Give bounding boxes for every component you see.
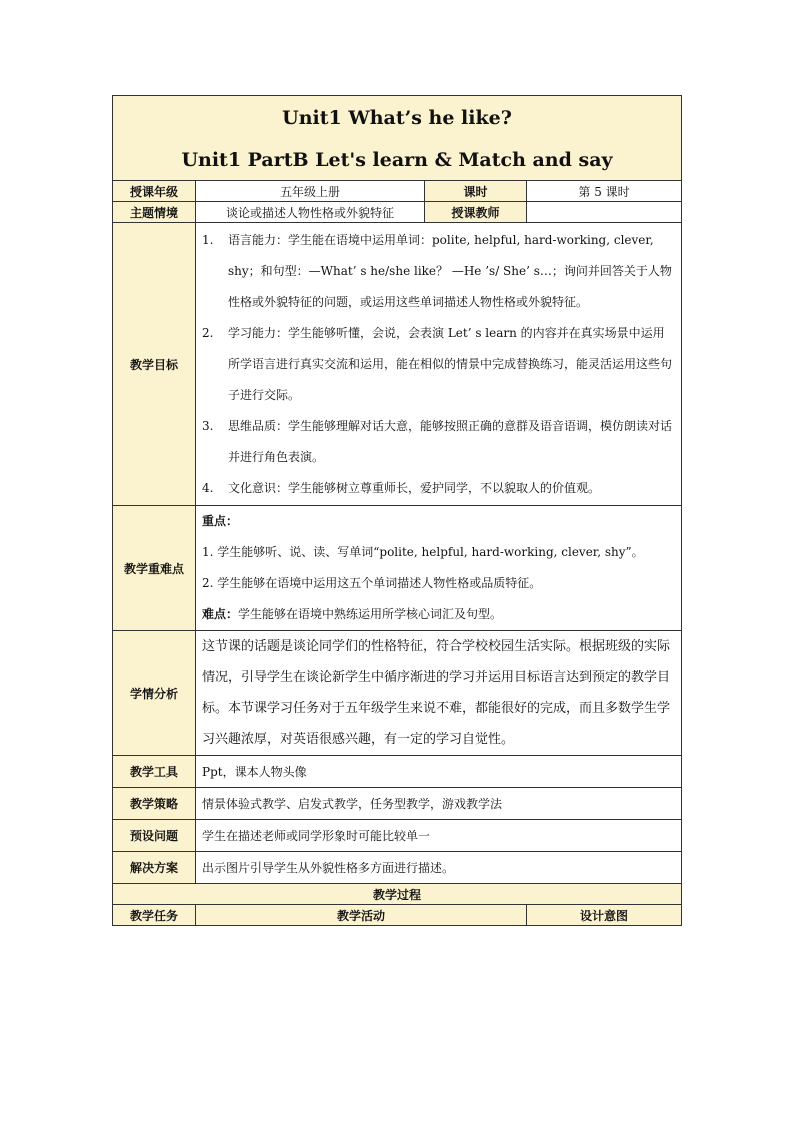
- objective-item: 3. 思维品质：学生能够理解对话大意，能够按照正确的意群及语音语调，模仿朗读对话并进行角色表演。: [202, 418, 673, 464]
- title-row: [113, 96, 682, 181]
- problems-label: 预设问题: [113, 820, 196, 852]
- teacher-value: [527, 202, 682, 223]
- theme-label: 主题情境: [113, 202, 196, 223]
- grade-row: [113, 181, 682, 202]
- difficult-text: 学生能够在语境中熟练运用所学核心词汇及句型。: [238, 607, 503, 621]
- unit-title: Unit1 What’s he like?: [282, 107, 512, 129]
- tools-label: 教学工具: [113, 756, 196, 788]
- strategy-value: 情景体验式教学、启发式教学，任务型教学，游戏教学法: [196, 788, 682, 820]
- problems-row: [113, 820, 682, 852]
- period-value: 第 5 课时: [527, 181, 682, 202]
- key-item: 1. 学生能够听、说、读、写单词“polite, helpful, hard-working, clever, shy”。: [202, 545, 644, 559]
- period-label: 课时: [425, 181, 527, 202]
- difficult-heading: 难点：: [202, 607, 239, 621]
- objectives-row: [113, 223, 682, 506]
- tools-value: Ppt，课本人物头像: [196, 756, 682, 788]
- process-col-task: 教学任务: [113, 905, 196, 926]
- theme-row: [113, 202, 682, 223]
- tools-row: [113, 756, 682, 788]
- solutions-row: [113, 852, 682, 884]
- process-col-intent: 设计意图: [527, 905, 682, 926]
- objective-item: 4. 文化意识：学生能够树立尊重师长，爱护同学，不以貌取人的价值观。: [202, 480, 601, 495]
- strategy-label: 教学策略: [113, 788, 196, 820]
- objective-item: 2. 学习能力：学生能够听懂，会说，会表演 Let’ s learn 的内容并在真实场景中运用所学语言进行真实交流和运用，能在相似的情景中完成替换练习，能灵活运用这些句子进行交际。: [202, 325, 673, 402]
- process-heading-row: [113, 884, 682, 905]
- grade-value: 五年级上册: [196, 181, 425, 202]
- key-points-row: [113, 506, 682, 631]
- analysis-text: 这节课的话题是谈论同学们的性格特征，符合学校校园生活实际。根据班级的实际情况，引导学生在谈论新学生中循序渐进的学习并运用目标语言达到预定的教学目标。本节课学习任务对于五年级学生来说不难，都能很好的完成，而且多数学生学习兴趣浓厚，对英语很感兴趣，有一定的学习自觉性。: [196, 631, 682, 756]
- key-heading: 重点：: [202, 514, 239, 528]
- lesson-plan-table: [112, 95, 682, 926]
- objective-item: 1. 语言能力：学生能在语境中运用单词：polite, helpful, hard-working, clever, shy；和句型：—What’ s he/she like？ —He ’s/ She’ s…；询问并回答关于人物性格或外貌特征的问题，或运用这些单词描述人物性格或外貌特征。: [202, 232, 672, 309]
- process-heading: 教学过程: [113, 884, 682, 905]
- solutions-label: 解决方案: [113, 852, 196, 884]
- key-item: 2. 学生能够在语境中运用这五个单词描述人物性格或品质特征。: [202, 576, 542, 590]
- objectives-content: [196, 223, 682, 506]
- lesson-title: Unit1 PartB Let's learn & Match and say: [181, 149, 613, 171]
- key-points-content: [196, 506, 682, 631]
- analysis-row: [113, 631, 682, 756]
- analysis-label: 学情分析: [113, 631, 196, 756]
- objectives-label: 教学目标: [113, 223, 196, 506]
- key-points-label: 教学重难点: [113, 506, 196, 631]
- theme-value: 谈论或描述人物性格或外貌特征: [196, 202, 425, 223]
- problems-value: 学生在描述老师或同学形象时可能比较单一: [196, 820, 682, 852]
- difficult-line: [202, 599, 675, 630]
- solutions-value: 出示图片引导学生从外貌性格多方面进行描述。: [196, 852, 682, 884]
- grade-label: 授课年级: [113, 181, 196, 202]
- process-header-row: [113, 905, 682, 926]
- teacher-label: 授课教师: [425, 202, 527, 223]
- process-col-activity: 教学活动: [196, 905, 527, 926]
- strategy-row: [113, 788, 682, 820]
- title-cell: [113, 96, 682, 181]
